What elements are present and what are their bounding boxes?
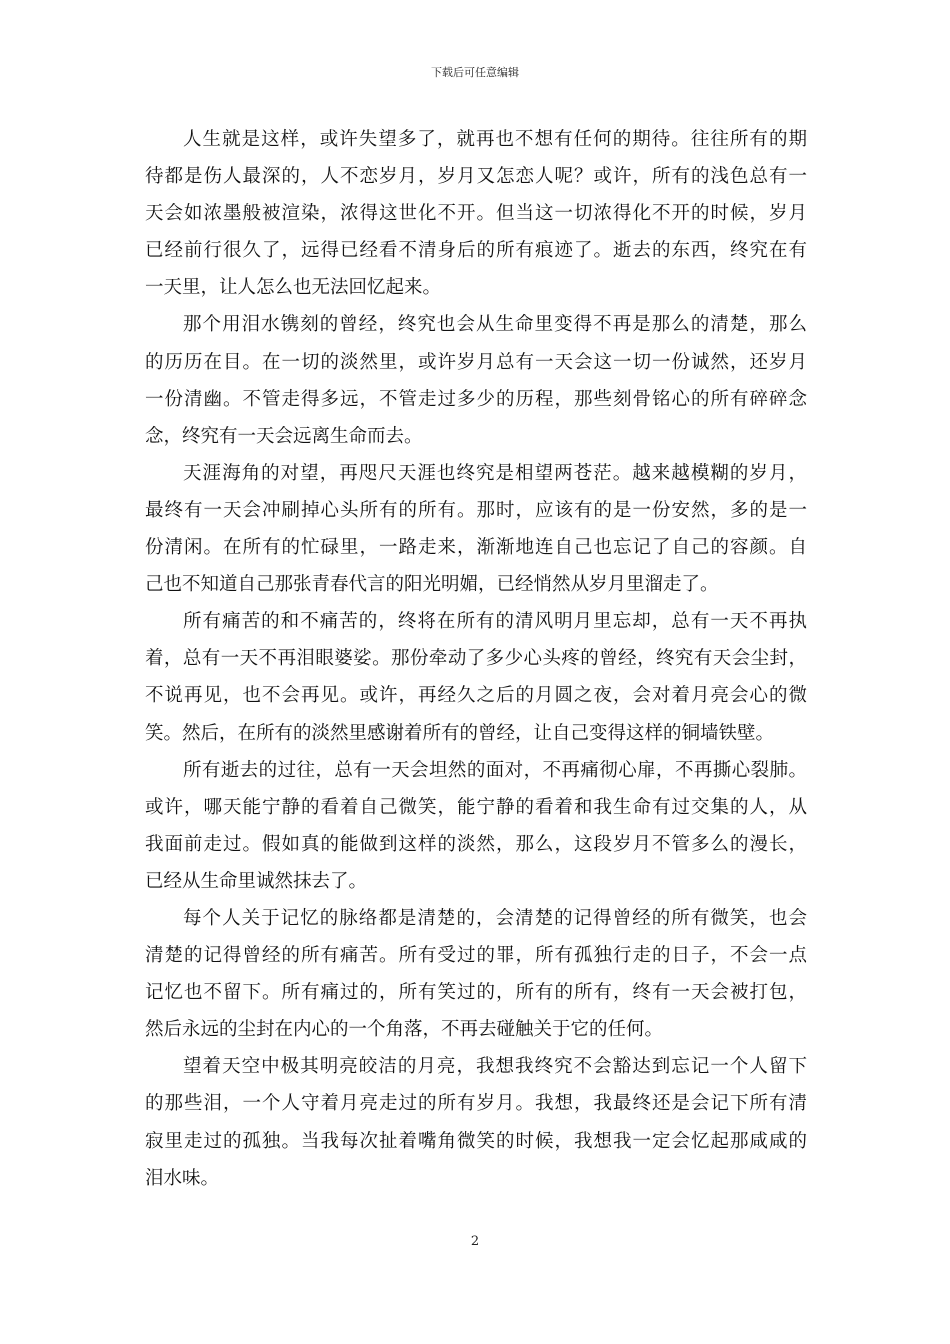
paragraph-line: 或许，哪天能宁静的看着自己微笑，能宁静的看着和我生命有过交集的人，从 <box>145 796 807 818</box>
paragraph-line: 天会如浓墨般被渲染，浓得这世化不开。但当这一切浓得化不开的时候，岁月 <box>145 203 807 225</box>
paragraph-6 <box>145 900 807 1048</box>
paragraph-line: 已经前行很久了，远得已经看不清身后的所有痕迹了。逝去的东西，终究在有 <box>145 240 807 262</box>
page-header: 下载后可任意编辑 <box>431 66 519 79</box>
paragraph-line: 我面前走过。假如真的能做到这样的淡然，那么，这段岁月不管多么的漫长， <box>145 833 807 855</box>
paragraph-3 <box>145 455 807 603</box>
paragraph-line: 待都是伤人最深的，人不恋岁月，岁月又怎恋人呢？或许，所有的浅色总有一 <box>145 166 807 188</box>
paragraph-line: 然后永远的尘封在内心的一个角落，不再去碰触关于它的任何。 <box>145 1019 664 1041</box>
paragraph-line: 一天里，让人怎么也无法回忆起来。 <box>145 277 442 299</box>
page-number: 2 <box>470 1234 480 1249</box>
paragraph-line: 所有逝去的过往，总有一天会坦然的面对，不再痛彻心扉，不再撕心裂肺。 <box>183 759 807 781</box>
paragraph-line: 念，终究有一天会远离生命而去。 <box>145 425 423 447</box>
paragraph-line: 天涯海角的对望，再咫尺天涯也终究是相望两苍茫。越来越模糊的岁月， <box>183 462 807 484</box>
paragraph-line: 记忆也不留下。所有痛过的，所有笑过的，所有的所有，终有一天会被打包， <box>145 982 807 1004</box>
paragraph-line: 寂里走过的孤独。当我每次扯着嘴角微笑的时候，我想我一定会忆起那咸咸的 <box>145 1130 807 1152</box>
paragraph-2 <box>145 306 807 454</box>
paragraph-line: 望着天空中极其明亮皎洁的月亮，我想我终究不会豁达到忘记一个人留下 <box>183 1056 807 1078</box>
paragraph-1 <box>145 121 807 306</box>
paragraph-line: 最终有一天会冲刷掉心头所有的所有。那时，应该有的是一份安然，多的是一 <box>145 499 807 521</box>
paragraph-line: 的那些泪，一个人守着月亮走过的所有岁月。我想，我最终还是会记下所有清 <box>145 1093 807 1115</box>
paragraph-line: 每个人关于记忆的脉络都是清楚的，会清楚的记得曾经的所有微笑，也会 <box>183 907 807 929</box>
paragraph-line: 泪水味。 <box>145 1167 220 1189</box>
paragraph-7 <box>145 1048 807 1196</box>
paragraph-4 <box>145 603 807 751</box>
paragraph-line: 所有痛苦的和不痛苦的，终将在所有的清风明月里忘却，总有一天不再执 <box>183 611 807 633</box>
paragraph-line: 那个用泪水镌刻的曾经，终究也会从生命里变得不再是那么的清楚，那么 <box>183 314 807 336</box>
paragraph-line: 清楚的记得曾经的所有痛苦。所有受过的罪，所有孤独行走的日子，不会一点 <box>145 945 807 967</box>
paragraph-line: 份清闲。在所有的忙碌里，一路走来，渐渐地连自己也忘记了自己的容颜。自 <box>145 537 807 559</box>
document-body <box>145 121 807 1197</box>
paragraph-5 <box>145 752 807 900</box>
paragraph-line: 一份清幽。不管走得多远，不管走过多少的历程，那些刻骨铭心的所有碎碎念 <box>145 388 807 410</box>
paragraph-line: 笑。然后，在所有的淡然里感谢着所有的曾经，让自己变得这样的铜墙铁壁。 <box>145 722 775 744</box>
paragraph-line: 人生就是这样，或许失望多了，就再也不想有任何的期待。往往所有的期 <box>183 129 807 150</box>
paragraph-line: 不说再见，也不会再见。或许，再经久之后的月圆之夜，会对着月亮会心的微 <box>145 685 807 707</box>
paragraph-line: 己也不知道自己那张青春代言的阳光明媚，已经悄然从岁月里溜走了。 <box>145 574 719 596</box>
paragraph-line: 着，总有一天不再泪眼婆娑。那份牵动了多少心头疼的曾经，终究有天会尘封， <box>145 648 807 670</box>
paragraph-line: 的历历在目。在一切的淡然里，或许岁月总有一天会这一切一份诚然，还岁月 <box>145 351 807 373</box>
paragraph-line: 已经从生命里诚然抹去了。 <box>145 870 368 892</box>
